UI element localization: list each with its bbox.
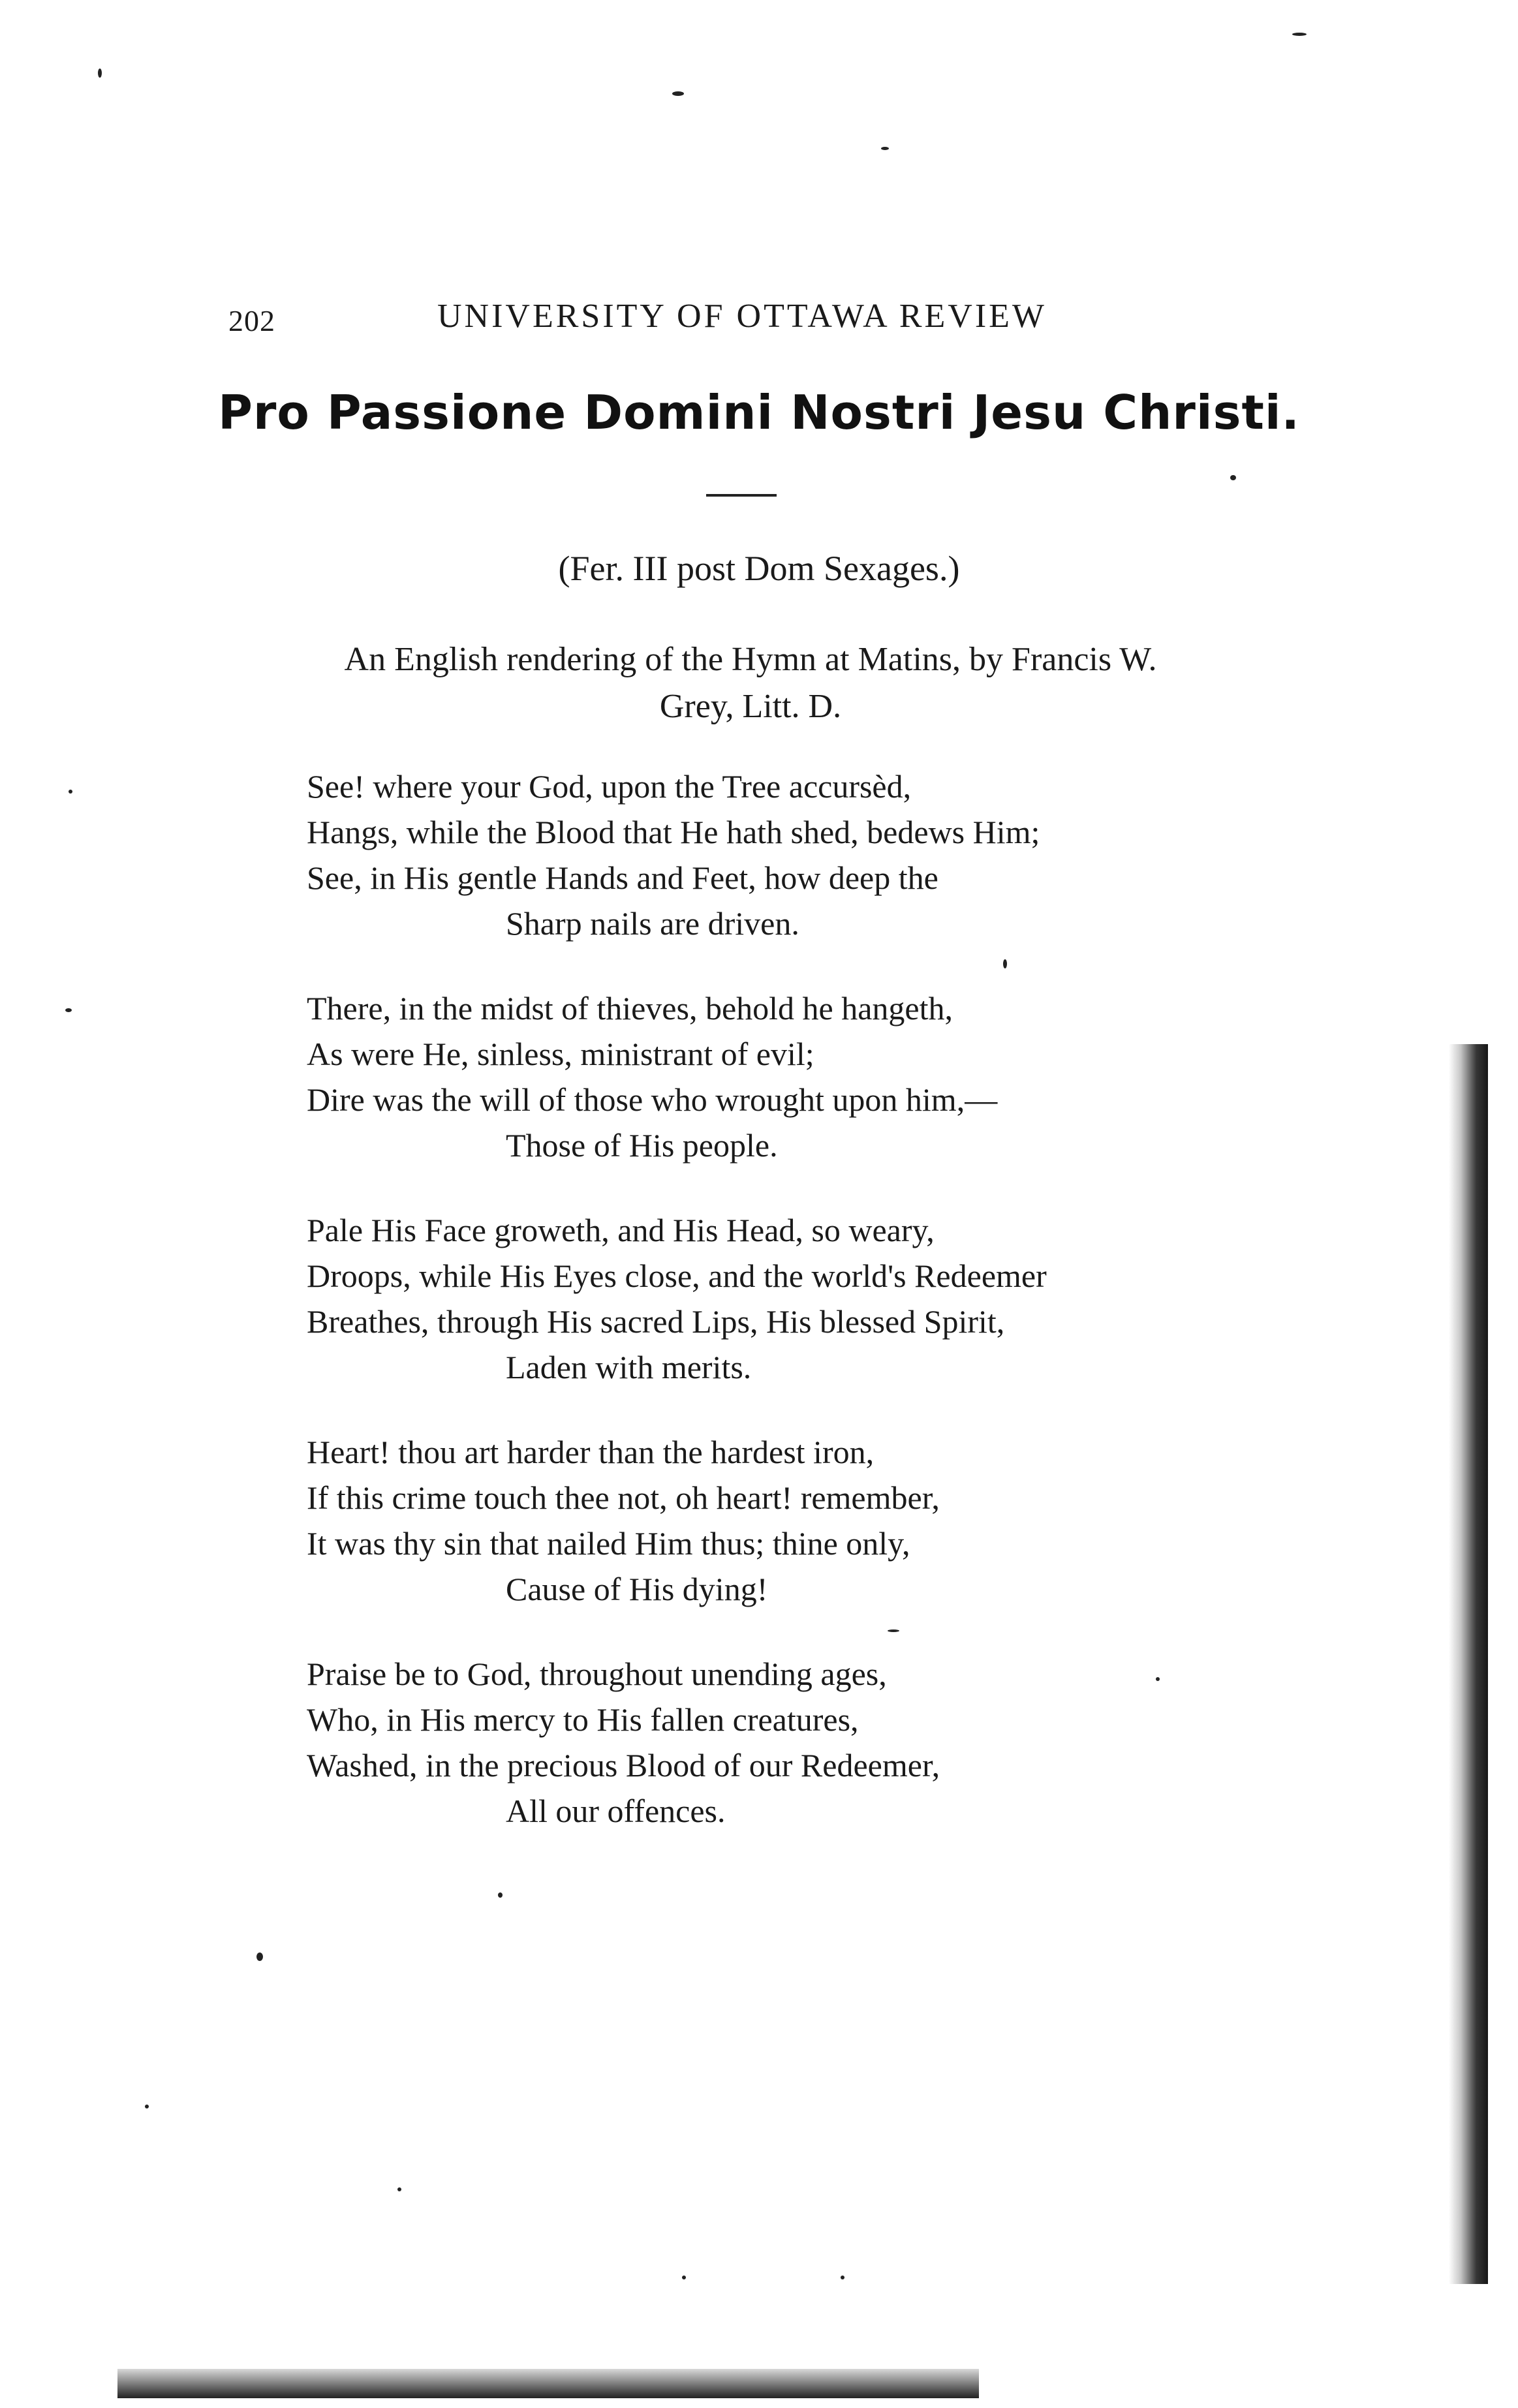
verse-line: Who, in His mercy to His fallen creatures, <box>307 1701 859 1738</box>
scan-speck <box>841 2276 844 2279</box>
scan-speck <box>682 2276 686 2279</box>
scan-speck <box>145 2105 149 2108</box>
verse-line: Heart! thou art harder than the hardest iron, <box>307 1434 875 1470</box>
stanza-4 <box>307 1429 1220 1612</box>
verse-line: Hangs, while the Blood that He hath shed, bedews Him; <box>307 814 1040 850</box>
scan-speck <box>888 1629 899 1632</box>
stanza-3 <box>307 1207 1220 1390</box>
scan-speck <box>65 1008 72 1012</box>
scan-speck <box>1292 33 1307 36</box>
scan-speck <box>672 91 684 96</box>
verse-line: Dire was the will of those who wrought upon him,— <box>307 1081 998 1118</box>
verse-line: Breathes, through His sacred Lips, His blessed Spirit, <box>307 1303 1005 1340</box>
verse-line: See! where your God, upon the Tree accursèd, <box>307 768 912 805</box>
verse-line-refrain: Cause of His dying! <box>506 1571 768 1607</box>
scan-speck <box>1003 959 1007 968</box>
verse-line: It was thy sin that nailed Him thus; thine only, <box>307 1525 910 1562</box>
poem-title: Pro Passione Domini Nostri Jesu Christi. <box>218 385 1300 440</box>
occasion-subtitle: (Fer. III post Dom Sexages.) <box>558 549 960 588</box>
verse-line-refrain: Laden with merits. <box>506 1349 752 1385</box>
verse-line-refrain: Sharp nails are driven. <box>506 905 799 942</box>
verse-line: Praise be to God, throughout unending ages, <box>307 1656 887 1692</box>
page-number: 202 <box>228 304 275 337</box>
stanza-5 <box>307 1651 1220 1834</box>
scan-speck <box>397 2187 401 2191</box>
scan-speck <box>498 1892 503 1898</box>
verse-line: As were He, sinless, ministrant of evil; <box>307 1036 814 1072</box>
scan-edge-shadow <box>117 2369 979 2398</box>
verse-line: Droops, while His Eyes close, and the world's Redeemer <box>307 1258 1047 1294</box>
scan-speck <box>256 1953 263 1961</box>
scan-edge-shadow <box>1449 1044 1488 2284</box>
verse-line: See, in His gentle Hands and Feet, how deep the <box>307 859 938 896</box>
verse-line: If this crime touch thee not, oh heart! remember, <box>307 1479 940 1516</box>
scan-speck <box>69 790 72 794</box>
scan-speck <box>98 69 102 78</box>
verse-line: Pale His Face groweth, and His Head, so weary, <box>307 1212 935 1248</box>
verse-line: Washed, in the precious Blood of our Redeemer, <box>307 1747 940 1783</box>
title-rule <box>706 494 777 497</box>
verse-line-refrain: Those of His people. <box>506 1127 778 1164</box>
verse-line-refrain: All our offences. <box>506 1793 726 1829</box>
scan-speck <box>1156 1677 1160 1681</box>
verse-line: There, in the midst of thieves, behold he hangeth, <box>307 990 953 1026</box>
attribution <box>261 636 1240 730</box>
journal-title: UNIVERSITY OF OTTAWA REVIEW <box>437 298 1047 335</box>
attribution-line: Grey, Litt. D. <box>659 688 842 725</box>
stanza-2 <box>307 985 1220 1168</box>
scan-speck <box>1230 475 1236 480</box>
attribution-line: An English rendering of the Hymn at Matins, by Francis W. <box>344 641 1157 678</box>
stanza-1 <box>307 764 1220 946</box>
running-header <box>228 297 1077 343</box>
scan-speck <box>881 147 889 150</box>
